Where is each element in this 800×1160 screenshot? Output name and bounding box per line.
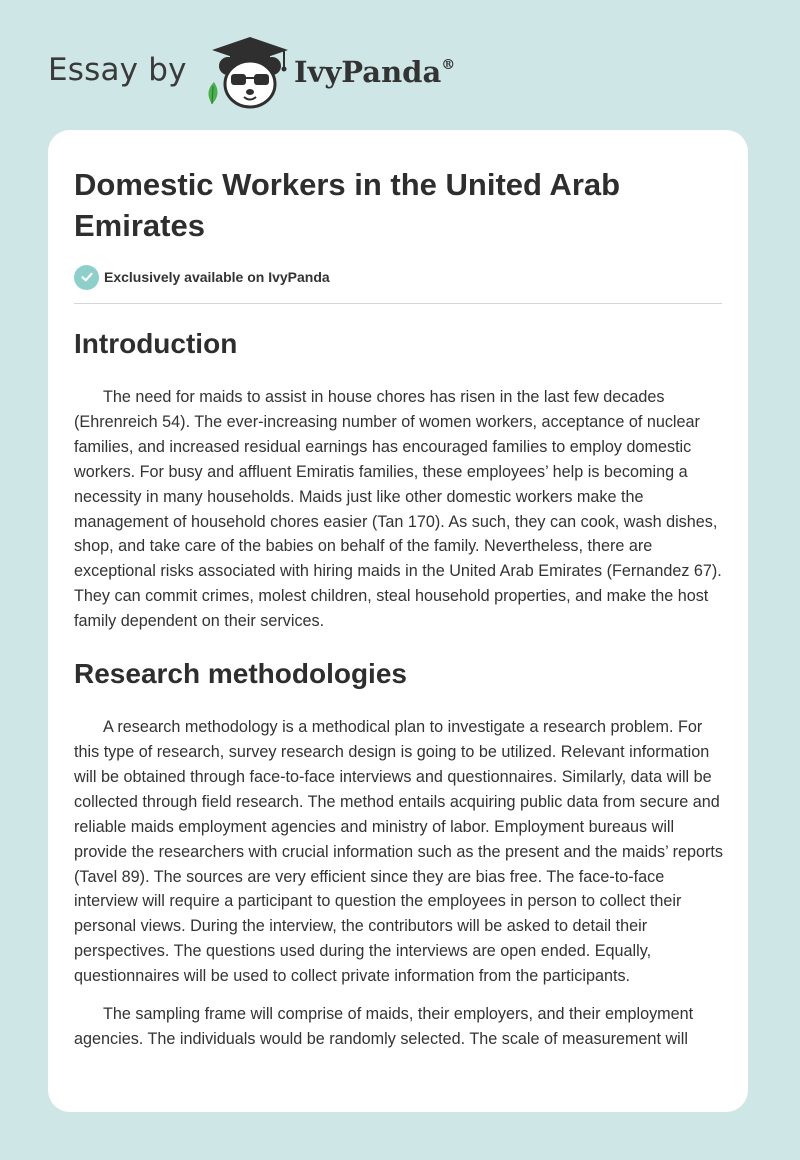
paragraph: The sampling frame will comprise of maids, their employers, and their employment agencies. The individuals would be randomly selected. The scale of measurement will [74, 1005, 694, 1048]
check-icon [74, 265, 99, 290]
paragraph: A research methodology is a methodical plan to investigate a research problem. For this type of research, survey research design is going to be utilized. Relevant information will be obtained through face-to-face interviews and questionnaires. Similarly, data will be collected through field research. The method entails acquiring public data from secure and reliable maids employment agencies and ministry of labor. Employment bureaus will provide the researchers with crucial information such as the present and the maids’ reports (Tavel 89). The sources are very efficient since they are bias free. The face-to-face interview will require a participant to question the employees in person to collect their personal views. During the interview, the contributors will be asked to detail their perspectives. The questions used during the interviews are open ended. Equally, questionnaires will be used to collect private information from the participants. [74, 718, 724, 986]
essay-card [48, 130, 748, 1112]
badge-label: Exclusively available on IvyPanda [104, 269, 330, 285]
essay-by-label: Essay by [48, 52, 187, 88]
divider [74, 303, 722, 304]
paragraph: The need for maids to assist in house chores has risen in the last few decades (Ehrenreich 54). The ever-increasing number of women workers, acceptance of nuclear families, and increased residual earnings has encouraged families to employ domestic workers. For busy and affluent Emiratis families, these employees’ help is becoming a necessity in many households. Maids just like other domestic workers make the management of household chores easier (Tan 170). As such, they can cook, wash dishes, shop, and take care of the babies on behalf of the family. Nevertheless, there are exceptional risks associated with hiring maids in the United Arab Emirates (Fernandez 67). They can commit crimes, molest children, steal household properties, and make the host family dependent on their services. [74, 388, 722, 631]
brand-name[interactable] [294, 55, 455, 89]
panda-graduate-logo-icon[interactable] [200, 34, 300, 110]
site-header [0, 0, 800, 128]
brand-text: IvyPanda [294, 55, 442, 89]
registered-mark: ® [441, 57, 456, 73]
section-heading-introduction: Introduction [74, 328, 238, 359]
exclusive-badge [74, 264, 722, 290]
section-heading-research-methodologies: Research methodologies [74, 658, 407, 690]
page-title: Domestic Workers in the United Arab Emirates [74, 167, 621, 243]
